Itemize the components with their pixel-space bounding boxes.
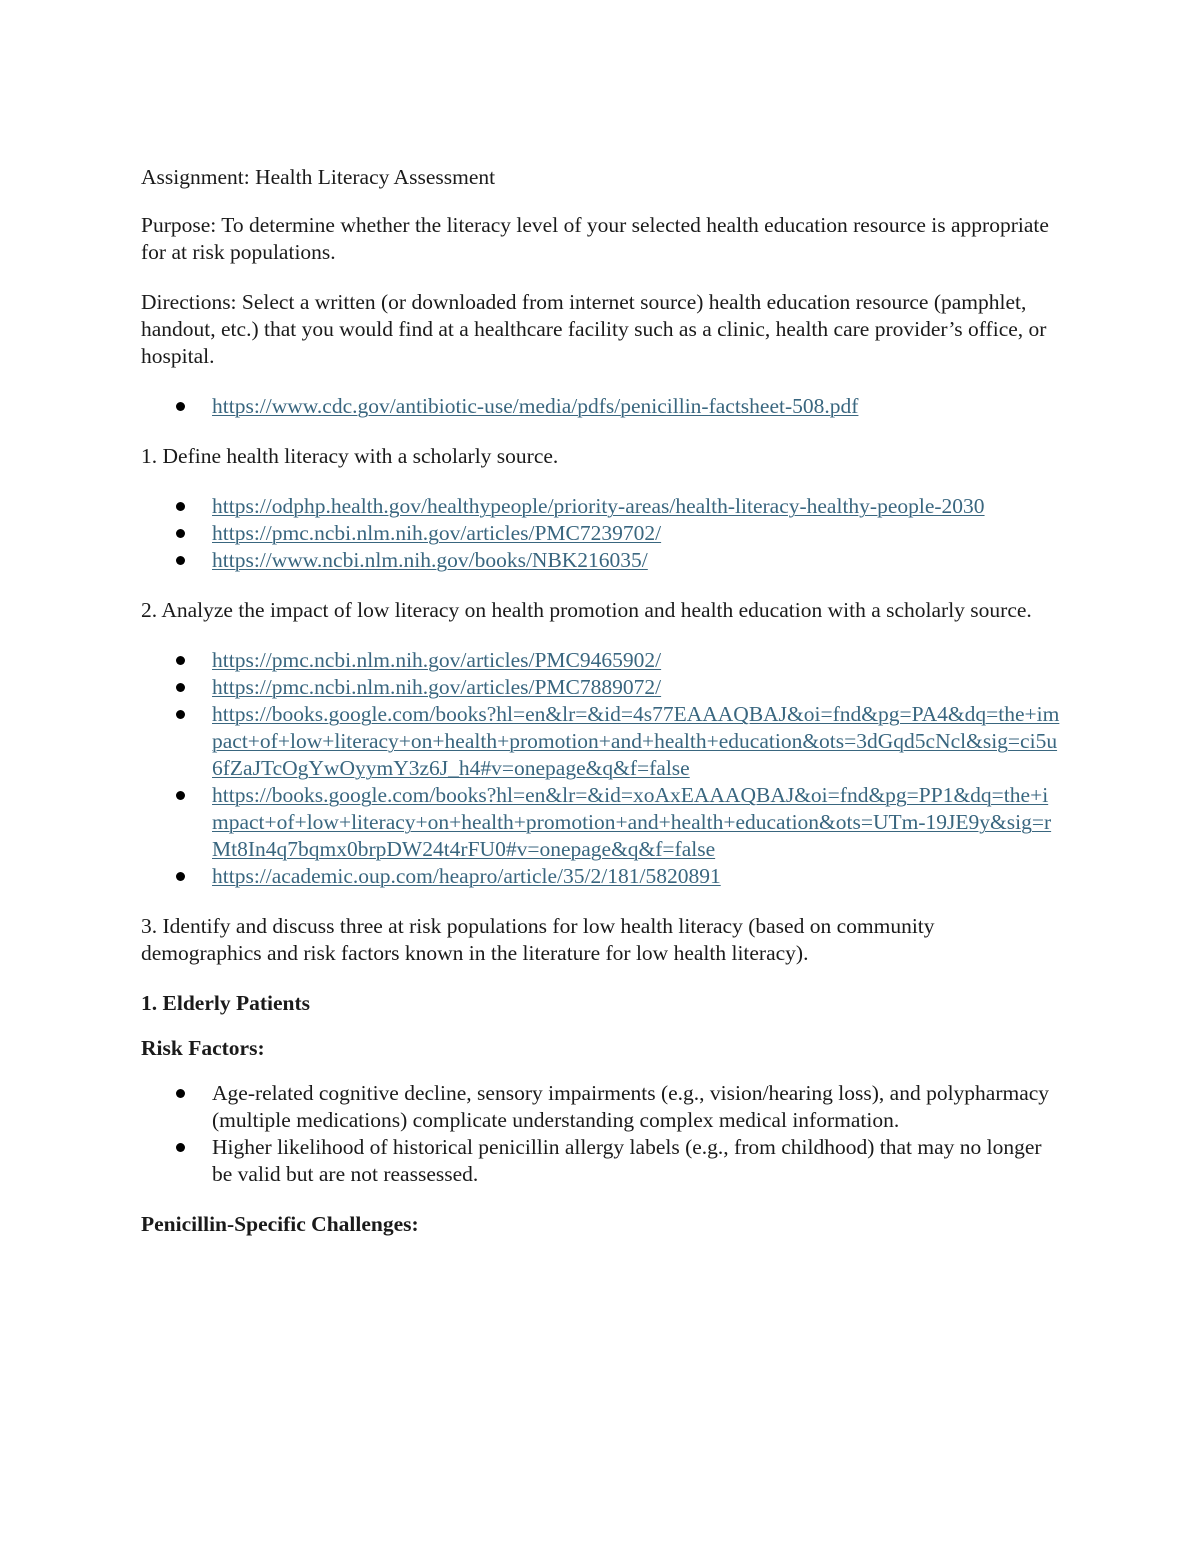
list-item	[141, 547, 1060, 574]
penicillin-challenges-heading: Penicillin-Specific Challenges:	[141, 1212, 419, 1236]
q2-link[interactable]: https://books.google.com/books?hl=en&lr=&id=4s77EAAAQBAJ&oi=fnd&pg=PA4&dq=the+impact+of+low+literacy+on+health+promotion+and+health+education&ots=3dGqd5cNcl&sig=ci5u6fZaJTcOgYwOyymY3z6J_h4#v=onepage&q&f=false	[212, 702, 1060, 780]
directions-paragraph: Directions: Select a written (or downloaded from internet source) health education resource (pamphlet, handout, etc.) that you would find at a healthcare facility such as a clinic, health care provider’s office, or hospital.	[141, 290, 1047, 368]
question-2: 2. Analyze the impact of low literacy on health promotion and health education with a scholarly source.	[141, 598, 1032, 622]
q1-link[interactable]: https://odphp.health.gov/healthypeople/priority-areas/health-literacy-healthy-people-2030	[212, 494, 985, 518]
list-item	[141, 493, 1060, 520]
q2-link[interactable]: https://academic.oup.com/heapro/article/35/2/181/5820891	[212, 864, 721, 888]
document-title: Assignment: Health Literacy Assessment	[141, 165, 496, 189]
q1-link[interactable]: https://www.ncbi.nlm.nih.gov/books/NBK216035/	[212, 548, 648, 572]
q2-link-list	[141, 647, 1060, 890]
section-heading-elderly: 1. Elderly Patients	[141, 991, 310, 1015]
list-item: Higher likelihood of historical penicillin allergy labels (e.g., from childhood) that may no longer be valid but are not reassessed.	[141, 1134, 1060, 1188]
risk-factors-heading: Risk Factors:	[141, 1036, 265, 1060]
list-item: Age-related cognitive decline, sensory impairments (e.g., vision/hearing loss), and polypharmacy (multiple medications) complicate understanding complex medical information.	[141, 1080, 1060, 1134]
q2-link[interactable]: https://books.google.com/books?hl=en&lr=&id=xoAxEAAAQBAJ&oi=fnd&pg=PP1&dq=the+impact+of+low+literacy+on+health+promotion+and+health+education&ots=UTm-19JE9y&sig=rMt8In4q7bqmx0brpDW24t4rFU0#v=onepage&q&f=false	[212, 783, 1052, 861]
question-3: 3. Identify and discuss three at risk populations for low health literacy (based on community demographics and risk factors known in the literature for low health literacy).	[141, 914, 935, 965]
list-item	[141, 782, 1060, 863]
q2-link[interactable]: https://pmc.ncbi.nlm.nih.gov/articles/PMC7889072/	[212, 675, 662, 699]
q2-link[interactable]: https://pmc.ncbi.nlm.nih.gov/articles/PMC9465902/	[212, 648, 662, 672]
question-1: 1. Define health literacy with a scholarly source.	[141, 444, 559, 468]
list-item	[141, 647, 1060, 674]
resource-link[interactable]: https://www.cdc.gov/antibiotic-use/media/pdfs/penicillin-factsheet-508.pdf	[212, 394, 859, 418]
q1-link-list	[141, 493, 1060, 574]
purpose-paragraph: Purpose: To determine whether the literacy level of your selected health education resource is appropriate for at risk populations.	[141, 213, 1049, 264]
list-item	[141, 701, 1060, 782]
q1-link[interactable]: https://pmc.ncbi.nlm.nih.gov/articles/PMC7239702/	[212, 521, 662, 545]
list-item	[141, 520, 1060, 547]
risk-factors-list	[141, 1080, 1060, 1188]
resource-link-list	[141, 393, 1060, 420]
list-item	[141, 863, 1060, 890]
list-item	[141, 393, 1060, 420]
list-item	[141, 674, 1060, 701]
